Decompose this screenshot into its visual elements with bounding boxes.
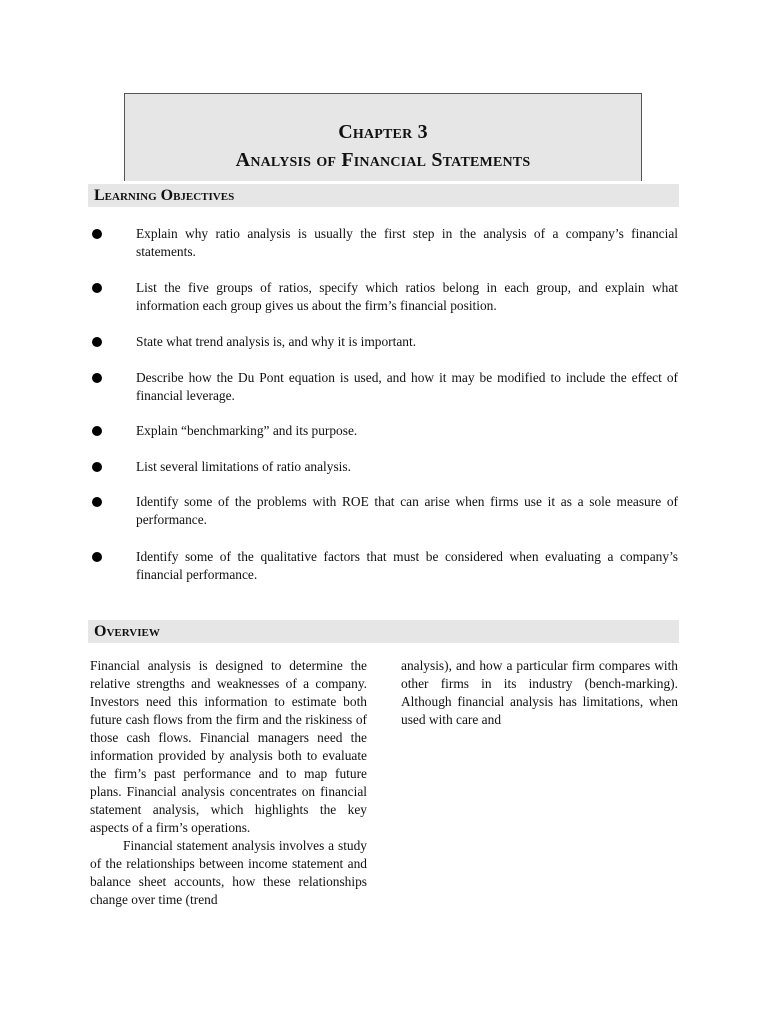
objective-text: List the five groups of ratios, specify which ratios belong in each group, and explain what information each group gives us about the firm’s financial position. (136, 280, 678, 313)
objective-text: Identify some of the problems with ROE that can arise when firms use it as a sole measure of performance. (136, 494, 678, 527)
bullet-icon (92, 337, 102, 347)
objective-text: Describe how the Du Pont equation is used, and how it may be modified to include the effect of financial leverage. (136, 370, 678, 403)
bullet-icon (92, 283, 102, 293)
chapter-number: Chapter 3 (338, 121, 428, 143)
bullet-icon (92, 229, 102, 239)
overview-column-right (401, 657, 678, 729)
chapter-title: Analysis of Financial Statements (235, 149, 531, 171)
bullet-icon (92, 552, 102, 562)
objective-text: List several limitations of ratio analysis. (136, 459, 351, 474)
bullet-icon (92, 373, 102, 383)
objective-text: Explain “benchmarking” and its purpose. (136, 423, 358, 438)
objective-text: Explain why ratio analysis is usually the first step in the analysis of a company’s financial statements. (136, 226, 678, 259)
bullet-icon (92, 426, 102, 436)
overview-heading: Overview (88, 620, 679, 643)
chapter-title-box (124, 93, 642, 181)
objective-text: Identify some of the qualitative factors that must be considered when evaluating a company’s financial performance. (136, 549, 678, 582)
bullet-icon (92, 462, 102, 472)
overview-column-left (90, 657, 367, 909)
bullet-icon (92, 497, 102, 507)
learning-objectives-heading: Learning Objectives (88, 184, 679, 207)
overview-paragraph: Financial analysis is designed to determine the relative strengths and weaknesses of a company. Investors need this information to estimate both future cash flows from the firm and the riskiness of those cash flows. Financial managers need the information provided by analysis both to evaluate the firm’s past performance and to map future plans. Financial analysis concentrates on financial statement analysis, which highlights the key aspects of a firm’s operations. (90, 658, 367, 835)
objective-text: State what trend analysis is, and why it is important. (136, 334, 417, 349)
overview-paragraph: Financial statement analysis involves a study of the relationships between income statement and balance sheet accounts, how these relationships change over time (trend (90, 838, 367, 907)
overview-paragraph: analysis), and how a particular firm compares with other firms in its industry (bench-marking). Although financial analysis has limitations, when used with care and (401, 658, 678, 727)
